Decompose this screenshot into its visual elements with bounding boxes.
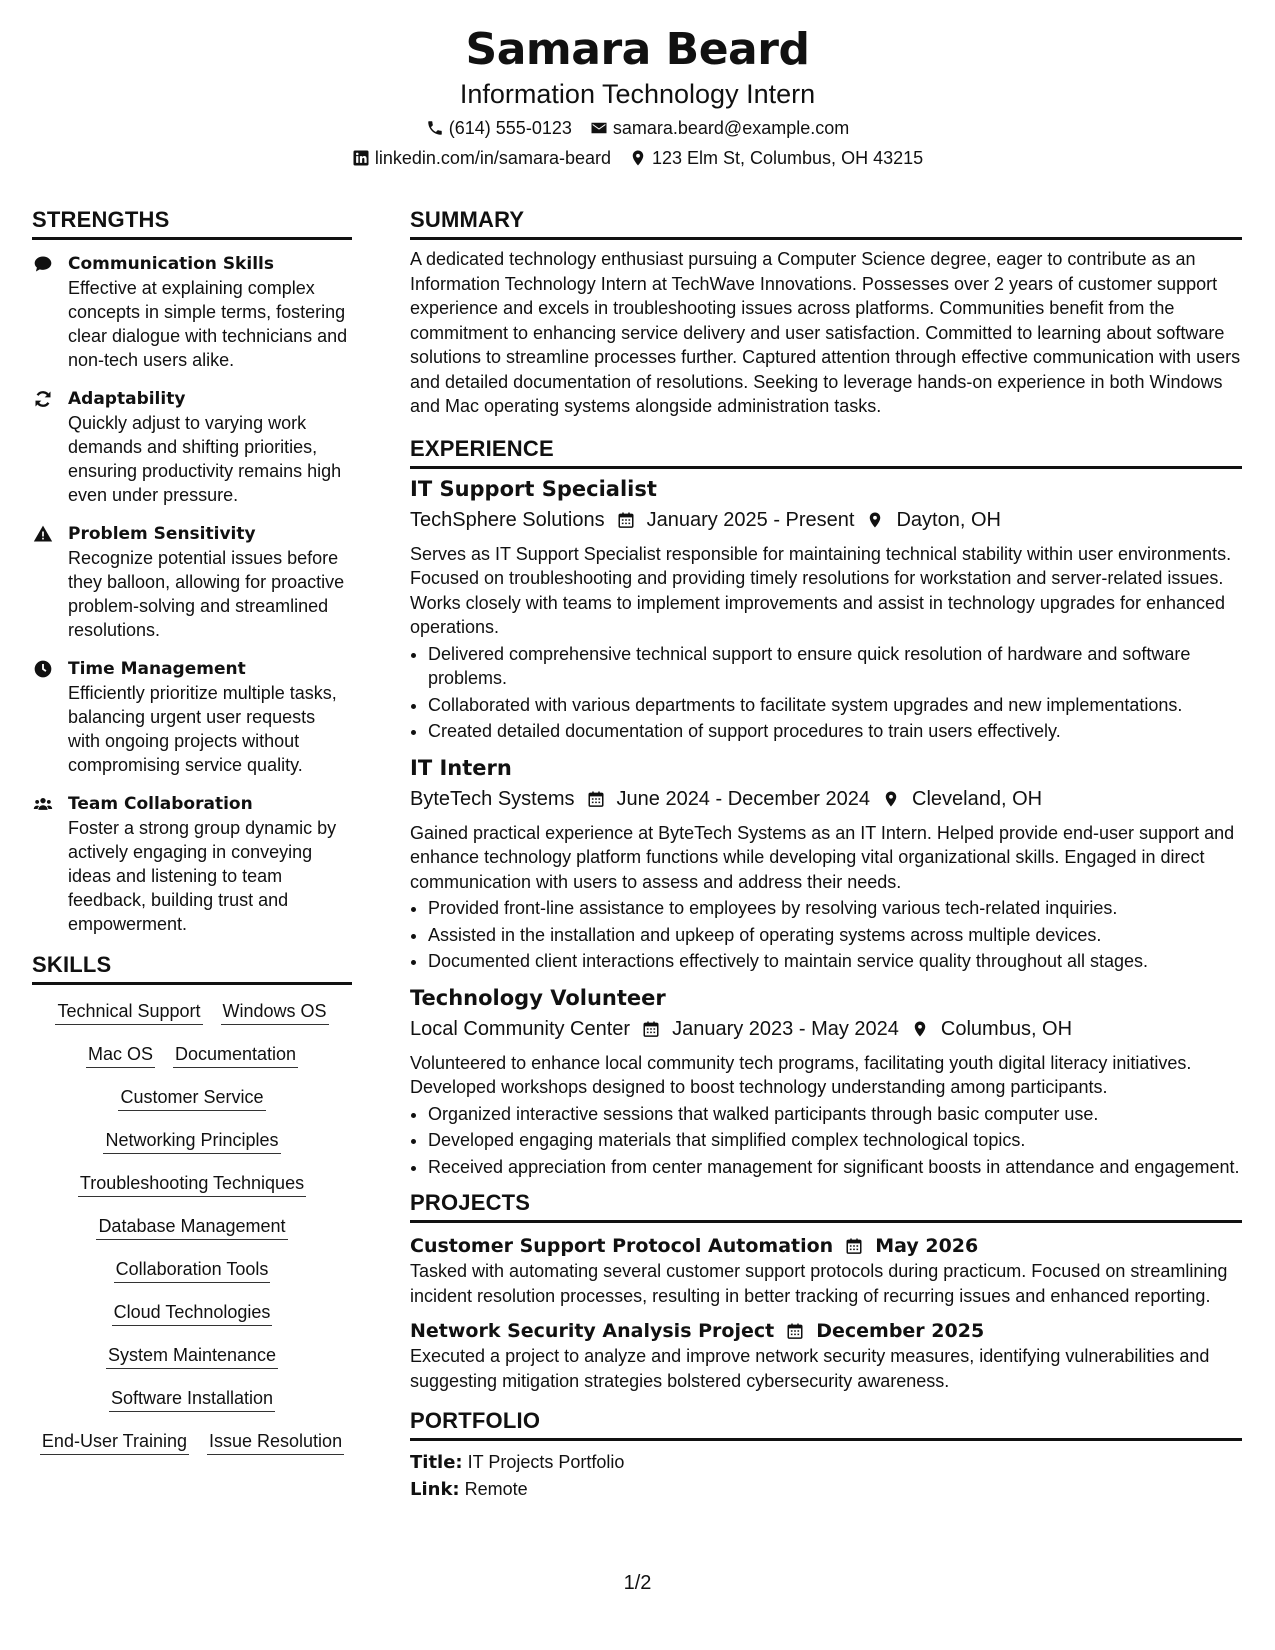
project-description: Tasked with automating several customer support protocols during practicum. Focused on streamlining incident resolution processes, resulting in better tracking of recurring issues and enhanced reporting. <box>410 1261 1228 1306</box>
skill-row <box>32 1042 352 1068</box>
strength-title: Problem Sensitivity <box>68 524 256 544</box>
experience-heading: EXPERIENCE <box>410 435 1242 469</box>
phone-contact <box>426 116 572 140</box>
address-text: 123 Elm St, Columbus, OH 43215 <box>651 148 924 168</box>
portfolio-title-row <box>410 1449 1242 1476</box>
skill-tag: Documentation <box>173 1042 298 1068</box>
strengths-heading: STRENGTHS <box>32 206 352 240</box>
skill-row <box>32 1085 352 1111</box>
skill-tag: Collaboration Tools <box>114 1257 271 1283</box>
email-contact[interactable] <box>590 116 849 140</box>
phone-text: (614) 555-0123 <box>448 118 572 138</box>
list-item: • Provided front-line assistance to employees by resolving various tech-related inquiries. <box>428 896 1242 921</box>
right-column <box>410 206 1242 1503</box>
strength-desc: Effective at explaining complex concepts in simple terms, fostering clear dialogue with technicians and non-tech users alike. <box>68 278 348 370</box>
linkedin-icon <box>352 149 370 167</box>
skill-tag: Networking Principles <box>103 1128 280 1154</box>
job-entry <box>410 475 1242 744</box>
projects-heading: PROJECTS <box>410 1189 1242 1223</box>
linkedin-contact[interactable] <box>352 146 611 170</box>
contact-line-1 <box>0 116 1275 140</box>
strength-title: Time Management <box>68 659 246 679</box>
skills-list <box>32 999 352 1455</box>
project-title: Customer Support Protocol Automation <box>410 1235 834 1257</box>
job-location: Columbus, OH <box>940 1017 1073 1040</box>
job-dates: June 2024 - December 2024 <box>616 787 871 810</box>
left-column <box>32 206 352 1472</box>
strength-item <box>32 252 352 372</box>
list-item: • Assisted in the installation and upkeep of operating systems across multiple devices. <box>428 923 1242 948</box>
job-location: Dayton, OH <box>896 508 1001 531</box>
job-bullets <box>410 1102 1242 1180</box>
job-bullets <box>410 642 1242 744</box>
project-entry <box>410 1318 1242 1393</box>
project-date: December 2025 <box>816 1320 985 1342</box>
job-entry <box>410 984 1242 1180</box>
strength-item <box>32 387 352 507</box>
job-description: Gained practical experience at ByteTech Systems as an IT Intern. Helped provide end-user support and enhance technology platform functions while developing vital organizational skills. Engaged in direct communication with users to assess and address their needs. <box>410 822 1235 892</box>
strength-item <box>32 657 352 777</box>
skill-tag: Mac OS <box>86 1042 155 1068</box>
strength-title: Communication Skills <box>68 254 274 274</box>
list-item: • Developed engaging materials that simplified complex technological topics. <box>428 1128 1242 1153</box>
summary-heading: SUMMARY <box>410 206 1242 240</box>
warning-icon <box>32 523 54 545</box>
summary-text: A dedicated technology enthusiast pursuing a Computer Science degree, eager to contribute as an Information Technology Intern at TechWave Innovations. Possesses over 2 years of customer support experience and excels in troubleshooting issues across platforms. Communities benefit from the commitment to enhancing service delivery and user satisfaction. Committed to learning about software solutions to streamline processes further. Captured attention through effective communication with users and detailed documentation of resolutions. Seeking to leverage hands-on experience in both Windows and Mac operating systems alongside administration tasks. <box>410 249 1241 416</box>
calendar-icon <box>642 1020 660 1038</box>
job-location: Cleveland, OH <box>912 787 1043 810</box>
job-description: Serves as IT Support Specialist responsible for maintaining technical stability within user environments. Focused on troubleshooting and providing timely resolutions for workstation and server-related issues. Works closely with teams to implement improvements and assist in technology upgrades for enhanced operations. <box>410 543 1232 637</box>
job-description: Volunteered to enhance local community tech programs, facilitating youth digital literacy initiatives. Developed workshops designed to boost technology understanding among participants. <box>410 1052 1192 1097</box>
job-title: IT Support Specialist <box>410 476 657 501</box>
project-header <box>410 1233 1242 1259</box>
job-meta <box>410 1015 1242 1043</box>
skill-tag: Technical Support <box>55 999 202 1025</box>
page-number: 1/2 <box>623 1572 652 1594</box>
portfolio-heading: PORTFOLIO <box>410 1407 1242 1441</box>
list-item: • Received appreciation from center management for significant boosts in attendance and engagement. <box>428 1155 1242 1180</box>
map-marker-icon <box>866 511 884 529</box>
skill-row <box>32 1128 352 1154</box>
strength-desc: Foster a strong group dynamic by actively engaging in conveying ideas and listening to team feedback, building trust and empowerment. <box>68 818 337 934</box>
skill-row <box>32 1171 352 1197</box>
job-title: IT Intern <box>410 755 512 780</box>
contact-line-2 <box>0 146 1275 170</box>
job-bullets <box>410 896 1242 974</box>
map-marker-icon <box>911 1020 929 1038</box>
skill-tag: Customer Service <box>118 1085 265 1111</box>
candidate-name: Samara Beard <box>465 24 810 75</box>
company-name: TechSphere Solutions <box>410 508 605 531</box>
skill-tag: System Maintenance <box>106 1343 278 1369</box>
list-item: • Collaborated with various departments to facilitate system upgrades and new implementations. <box>428 693 1242 718</box>
map-marker-icon <box>629 149 647 167</box>
job-title: Technology Volunteer <box>410 985 666 1010</box>
project-date: May 2026 <box>875 1235 979 1257</box>
strength-desc: Recognize potential issues before they balloon, allowing for proactive problem-solving and streamlined resolutions. <box>68 548 345 640</box>
portfolio-link-label: Link: <box>410 1479 460 1500</box>
envelope-icon <box>590 119 608 137</box>
skill-row <box>32 1257 352 1283</box>
project-entry <box>410 1233 1242 1308</box>
company-name: ByteTech Systems <box>410 787 575 810</box>
phone-icon <box>426 119 444 137</box>
strength-item <box>32 522 352 642</box>
skill-row <box>32 1429 352 1455</box>
strength-desc: Quickly adjust to varying work demands and shifting priorities, ensuring productivity remains high even under pressure. <box>68 413 342 505</box>
skill-tag: Database Management <box>96 1214 287 1240</box>
portfolio-title-value: IT Projects Portfolio <box>467 1452 625 1472</box>
linkedin-text[interactable]: linkedin.com/in/samara-beard <box>374 148 611 168</box>
list-item: • Documented client interactions effectively to maintain service quality throughout all stages. <box>428 949 1242 974</box>
project-title: Network Security Analysis Project <box>410 1320 775 1342</box>
list-item: • Created detailed documentation of support procedures to train users effectively. <box>428 719 1242 744</box>
email-text[interactable]: samara.beard@example.com <box>612 118 850 138</box>
skill-row <box>32 1386 352 1412</box>
comment-icon <box>32 253 54 275</box>
skill-row <box>32 1343 352 1369</box>
strength-title: Adaptability <box>68 389 186 409</box>
strength-desc: Efficiently prioritize multiple tasks, balancing urgent user requests with ongoing projects without compromising service quality. <box>68 683 337 775</box>
job-dates: January 2023 - May 2024 <box>672 1017 899 1040</box>
skill-row <box>32 999 352 1025</box>
strength-item <box>32 792 352 936</box>
calendar-icon <box>845 1237 863 1255</box>
portfolio-link-value[interactable]: Remote <box>464 1479 528 1499</box>
strength-title: Team Collaboration <box>68 794 253 814</box>
skill-tag: Issue Resolution <box>207 1429 344 1455</box>
map-marker-icon <box>882 790 900 808</box>
skill-row <box>32 1300 352 1326</box>
clock-icon <box>32 658 54 680</box>
skill-tag: End-User Training <box>40 1429 189 1455</box>
skills-heading: SKILLS <box>32 951 352 985</box>
skill-tag: Troubleshooting Techniques <box>78 1171 306 1197</box>
skill-row <box>32 1214 352 1240</box>
job-meta <box>410 785 1242 813</box>
skill-tag: Software Installation <box>109 1386 275 1412</box>
sync-icon <box>32 388 54 410</box>
skill-tag: Cloud Technologies <box>112 1300 273 1326</box>
resume-header <box>0 0 1275 170</box>
job-dates: January 2025 - Present <box>646 508 855 531</box>
list-item: • Delivered comprehensive technical support to ensure quick resolution of hardware and software problems. <box>428 642 1242 691</box>
calendar-icon <box>587 790 605 808</box>
job-entry <box>410 754 1242 974</box>
portfolio-title-label: Title: <box>410 1452 463 1473</box>
address-contact <box>629 146 923 170</box>
company-name: Local Community Center <box>410 1017 631 1040</box>
project-header <box>410 1318 1242 1344</box>
list-item: • Organized interactive sessions that walked participants through basic computer use. <box>428 1102 1242 1127</box>
skill-tag: Windows OS <box>221 999 329 1025</box>
candidate-role: Information Technology Intern <box>459 79 816 109</box>
project-description: Executed a project to analyze and improve network security measures, identifying vulnerabilities and suggesting mitigation strategies bolstered cybersecurity awareness. <box>410 1346 1210 1391</box>
calendar-icon <box>786 1322 804 1340</box>
calendar-icon <box>617 511 635 529</box>
portfolio-link-row <box>410 1476 1242 1503</box>
strengths-list <box>32 252 352 936</box>
users-icon <box>32 793 54 815</box>
job-meta <box>410 506 1242 534</box>
